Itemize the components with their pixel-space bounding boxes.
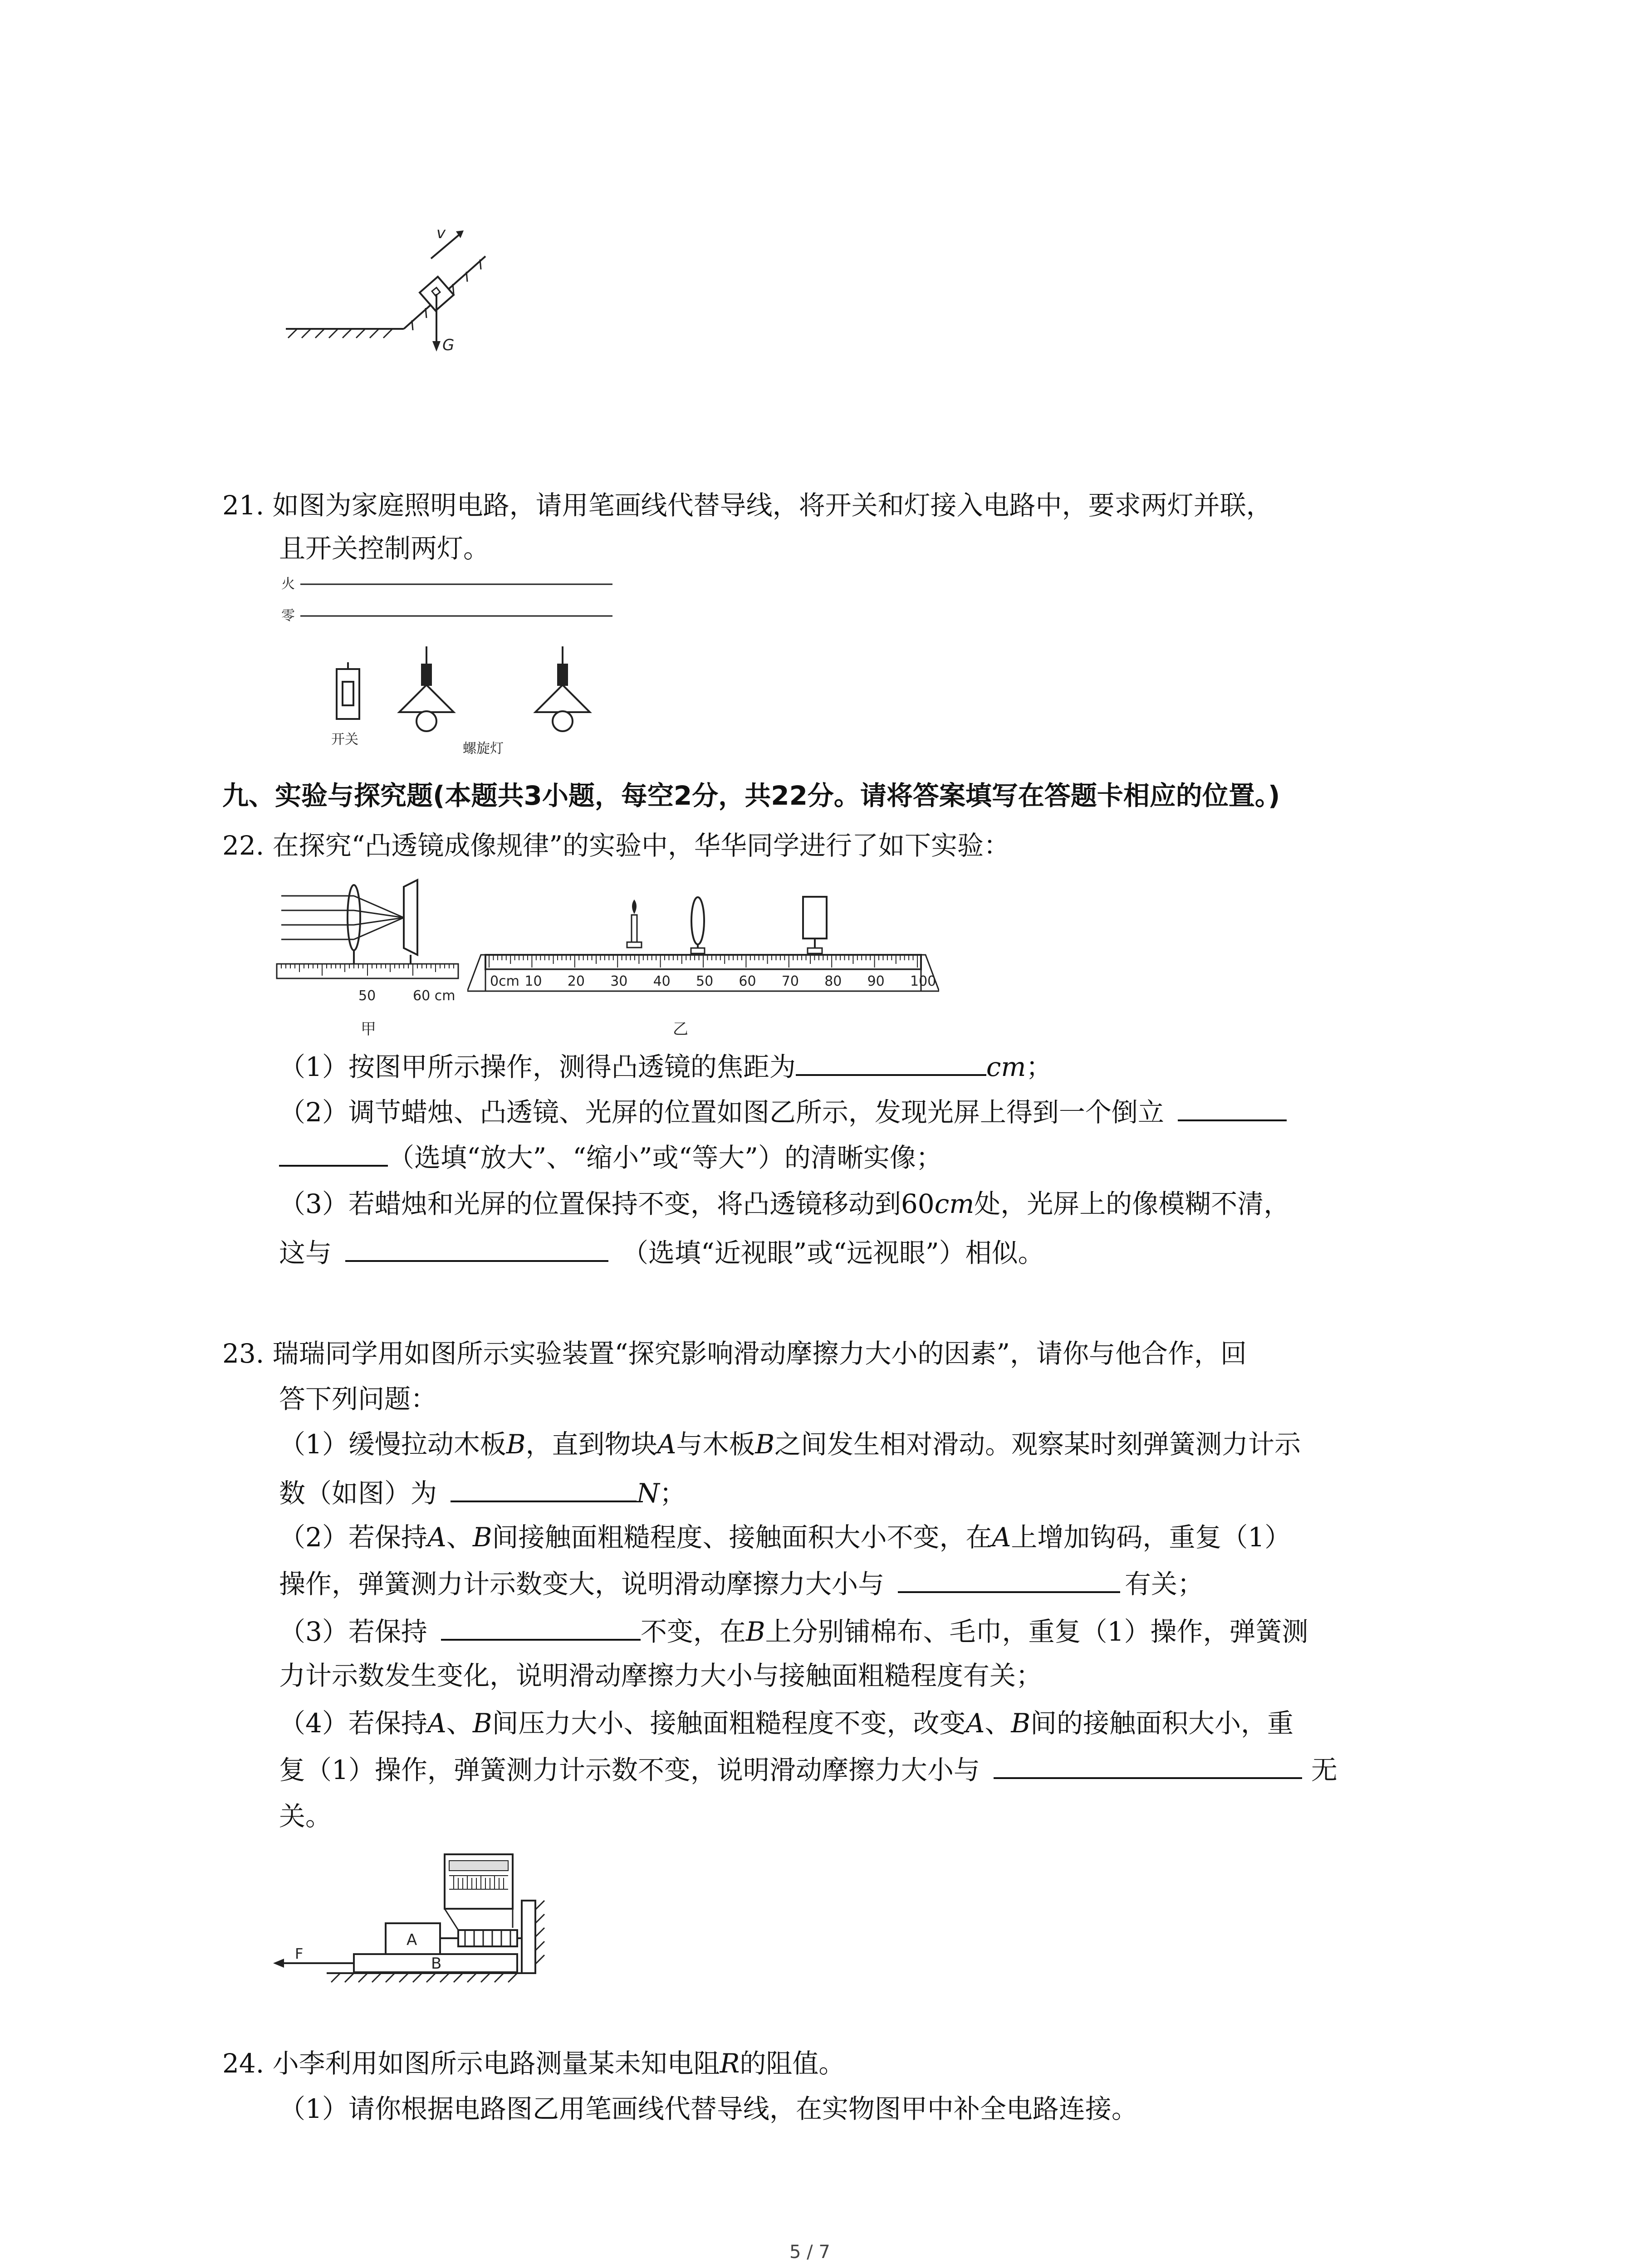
q21-line2: 且开关控制两灯。 <box>279 533 490 564</box>
household-circuit-figure <box>272 569 626 760</box>
spring-scale-reading <box>445 1854 513 1930</box>
page-number: 5 / 7 <box>789 2242 830 2263</box>
q23-p1-blank[interactable] <box>451 1479 637 1502</box>
convex-lens-bench <box>691 897 705 953</box>
q22-p1-blank[interactable] <box>796 1052 986 1076</box>
q23-p2-A: A <box>427 1522 446 1553</box>
q23-p3-c: 上分别铺棉布、毛巾，重复（1）操作，弹簧测 <box>765 1616 1308 1647</box>
incline-surface <box>286 256 485 329</box>
q24-line1-text: 24. 小李利用如图所示电路测量某未知电阻 <box>222 2048 720 2079</box>
q23-p4-B: B <box>472 1708 492 1739</box>
q23-p4-A2: A <box>965 1708 985 1739</box>
q23-p2-sep: 、 <box>446 1522 473 1553</box>
q22-p2 <box>279 1097 1287 1128</box>
friction-apparatus-figure <box>268 1851 558 1987</box>
switch-symbol <box>337 662 359 719</box>
light-screen-bench <box>803 897 827 953</box>
live-wire-label: 火 <box>281 576 295 592</box>
switch-label: 开关 <box>331 732 358 748</box>
neutral-wire-label: 零 <box>281 608 295 624</box>
lamp-1 <box>399 646 454 731</box>
q23-p1-g: 之间发生相对滑动。观察某时刻弹簧测力计示 <box>774 1429 1301 1460</box>
bench-tick-label: 10 <box>524 973 542 989</box>
figure-b-caption: 乙 <box>673 1020 688 1038</box>
q23-p4 <box>279 1708 1293 1739</box>
q23-p4-text: （4）若保持 <box>279 1708 427 1739</box>
q23-p2-c: 上增加钩码，重复（1） <box>1011 1522 1291 1553</box>
q23-p4-sep: 、 <box>446 1708 473 1739</box>
q23-p2-B: B <box>472 1522 492 1553</box>
q23-p3-cont: 力计示数发生变化，说明滑动摩擦力大小与接触面粗糙程度有关； <box>279 1660 1043 1691</box>
q24-line1-end: 的阻值。 <box>740 2048 845 2079</box>
velocity-arrow <box>431 230 464 259</box>
spring-scale <box>440 1930 522 1946</box>
q22-p1-text: （1）按图甲所示操作，测得凸透镜的焦距为 <box>279 1051 796 1082</box>
q23-p3-text: （3）若保持 <box>279 1616 427 1647</box>
q23-p3 <box>279 1617 1308 1645</box>
q23-p1-h: 数（如图）为 <box>279 1478 437 1509</box>
q22-p2-blank-a[interactable] <box>1178 1098 1287 1121</box>
q23-p1-end: ； <box>659 1478 686 1509</box>
q23-p2-e: 有关； <box>1125 1569 1204 1599</box>
q23-p1-c: ，直到物块 <box>525 1429 657 1460</box>
q23-p4-end: 关。 <box>279 1801 332 1832</box>
block-a-label: A <box>407 1931 417 1949</box>
q22-p3-value: 60 <box>901 1188 935 1219</box>
q23-p4-b: 间压力大小、接触面粗糙程度不变，改变 <box>492 1708 966 1739</box>
q23-p3-blank[interactable] <box>441 1617 641 1641</box>
q23-p1-unit: N <box>637 1478 660 1509</box>
q22-p2-options: （选填“放大”、“缩小”或“等大”）的清晰实像； <box>388 1142 942 1173</box>
q23-p3-B: B <box>745 1616 765 1647</box>
q23-p4-B2: B <box>1011 1708 1030 1739</box>
q23-p4-cont <box>279 1755 1337 1783</box>
ruler-a-tick-50: 50 <box>358 988 376 1004</box>
q23-p1-e: 与木板 <box>676 1429 755 1460</box>
q22-p2-cont <box>279 1143 942 1171</box>
lamp-label: 螺旋灯 <box>463 741 504 757</box>
force-label: F <box>295 1945 304 1962</box>
q22-p2-blank-b[interactable] <box>279 1143 388 1167</box>
q24-line1 <box>222 2050 845 2077</box>
figure-a-caption: 甲 <box>361 1020 376 1038</box>
bench-tick-label: 80 <box>824 973 842 989</box>
bench-tick-label: 40 <box>653 973 671 989</box>
q23-p1-f: B <box>755 1429 775 1460</box>
q23-p1-b: B <box>506 1429 526 1460</box>
q22-p3-pre: 这与 <box>279 1237 332 1268</box>
q23-p4-e: 无 <box>1311 1755 1337 1785</box>
lamp-2 <box>535 646 590 731</box>
velocity-label: v <box>436 224 446 242</box>
bench-tick-label: 30 <box>610 973 628 989</box>
q23-p1-cont <box>279 1478 686 1509</box>
q23-p2-A2: A <box>992 1522 1011 1553</box>
candle <box>627 899 642 948</box>
light-screen <box>404 880 417 955</box>
optical-bench-figure <box>467 896 939 1041</box>
q22-p1-end: ； <box>1026 1051 1053 1082</box>
bench-tick-label: 20 <box>567 973 585 989</box>
q23-p2-cont <box>279 1569 1204 1597</box>
q23-p2-text: （2）若保持 <box>279 1522 427 1553</box>
gravity-label: G <box>442 336 455 354</box>
q23-p2 <box>279 1522 1291 1553</box>
bench-tick-label: 60 <box>739 973 756 989</box>
q23-p3-b: 不变，在 <box>640 1616 746 1647</box>
fixed-wall <box>522 1901 544 1973</box>
q22-p3-options: （选填“近视眼”或“远视眼”）相似。 <box>622 1237 1044 1268</box>
q23-p4-c: 间的接触面积大小，重 <box>1030 1708 1293 1739</box>
incline-figure <box>268 213 504 358</box>
bench-tick-label: 70 <box>781 973 799 989</box>
q22-p3-text-b: 处，光屏上的像模糊不清， <box>974 1188 1290 1219</box>
bench-tick-label: 90 <box>867 973 885 989</box>
board-b-label: B <box>431 1955 442 1973</box>
q23-p4-A: A <box>427 1708 446 1739</box>
q23-p2-d: 操作，弹簧测力计示数变大，说明滑动摩擦力大小与 <box>279 1569 885 1599</box>
q23-p1 <box>279 1429 1301 1460</box>
q21-line1: 21. 如图为家庭照明电路，请用笔画线代替导线，将开关和灯接入电路中，要求两灯并联， <box>222 490 1273 521</box>
convex-lens <box>348 885 360 950</box>
bench-tick-label: 0cm <box>490 973 519 989</box>
pull-force-arrow <box>273 1959 354 1968</box>
q22-p3-cont <box>279 1238 1044 1266</box>
q22-p3-blank[interactable] <box>345 1238 608 1262</box>
ruler-a-tick-60: 60 cm <box>413 988 456 1004</box>
q23-p2-b: 间接触面粗糙程度、接触面积大小不变，在 <box>492 1522 992 1553</box>
q22-p1-unit: cm <box>986 1051 1026 1082</box>
q22-intro: 22. 在探究“凸透镜成像规律”的实验中，华华同学进行了如下实验： <box>222 830 1010 861</box>
q22-p1 <box>279 1052 1052 1080</box>
q23-p4-d: 复（1）操作，弹簧测力计示数不变，说明滑动摩擦力大小与 <box>279 1755 980 1785</box>
bench-tick-label: 50 <box>696 973 714 989</box>
q23-intro-line1: 23. 瑞瑞同学用如图所示实验装置“探究影响滑动摩擦力大小的因素”，请你与他合作，回 <box>222 1338 1247 1369</box>
q23-p1-text: （1）缓慢拉动木板 <box>279 1429 506 1460</box>
focal-length-figure <box>272 869 463 1041</box>
q23-intro-line2: 答下列问题： <box>279 1383 437 1414</box>
section-9-title: 九、实验与探究题(本题共3小题，每空2分，共22分。请将答案填写在答题卡相应的位置。) <box>222 780 1280 811</box>
parallel-rays <box>281 896 404 939</box>
q23-p4-blank[interactable] <box>994 1755 1302 1779</box>
q24-line2: （1）请你根据电路图乙用笔画线代替导线，在实物图甲中补全电路连接。 <box>279 2093 1138 2124</box>
q23-p1-d: A <box>657 1429 676 1460</box>
q22-p2-text: （2）调节蜡烛、凸透镜、光屏的位置如图乙所示，发现光屏上得到一个倒立 <box>279 1097 1164 1128</box>
q22-p3-unit: cm <box>934 1188 975 1219</box>
q23-p2-blank[interactable] <box>898 1569 1120 1593</box>
q23-p4-sep2: 、 <box>985 1708 1011 1739</box>
q22-p3-text: （3）若蜡烛和光屏的位置保持不变，将凸透镜移动到 <box>279 1188 901 1219</box>
q24-resistor-symbol: R <box>720 2048 740 2079</box>
q22-p3 <box>279 1188 1290 1219</box>
bench-tick-label: 100 <box>910 973 936 989</box>
